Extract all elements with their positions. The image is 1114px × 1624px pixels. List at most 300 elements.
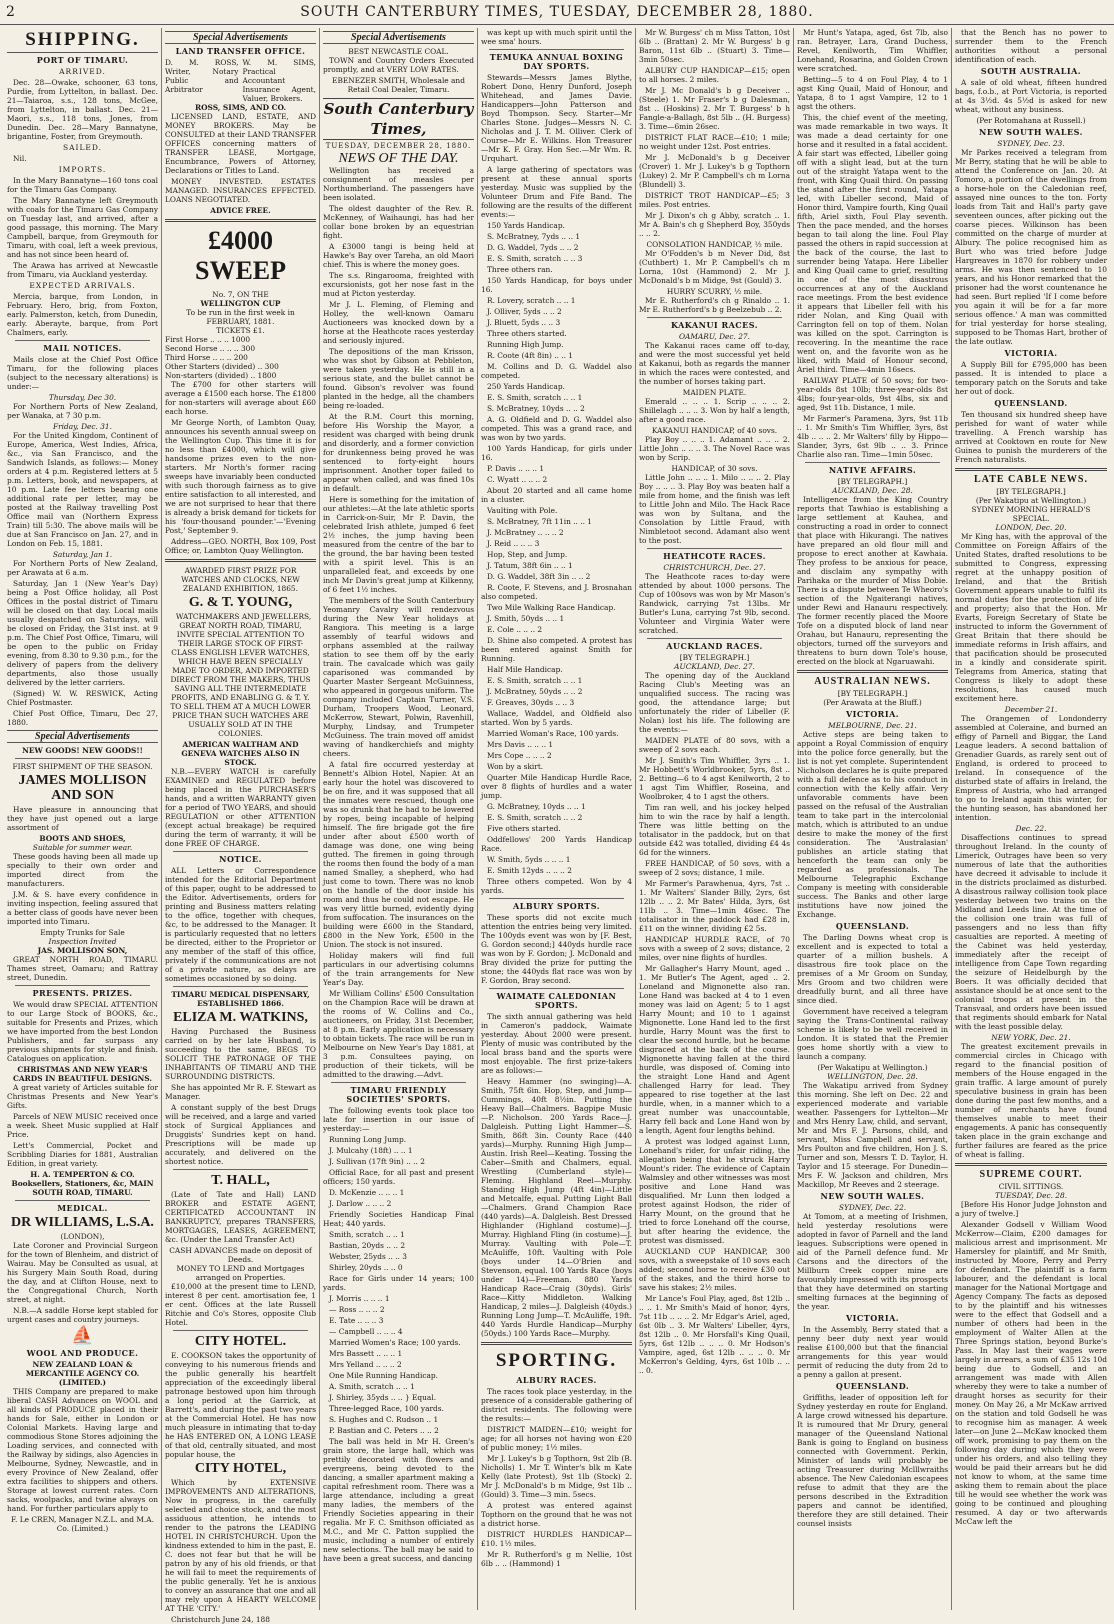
divider — [173, 1169, 308, 1170]
auckland-cup: AUCKLAND CUP HANDICAP, 300 sovs, with a sweepstake of 10 sovs each added; second horse to receive £30 out of the stakes, and the third horse to save his stakes; 2½ miles. — [639, 1247, 790, 1292]
temuka-result-line: Three others ran. — [487, 265, 553, 274]
cable-dateline: LONDON, Dec. 20. — [995, 523, 1067, 532]
page-number: 2 — [6, 4, 16, 20]
temuka-result-line: E. S. Smith, scratch .. .. 3 — [487, 254, 583, 263]
protest: A protest was lodged against Lunn, Lonehand's rider, for unfair riding, the allegation being that he struck Harry Mount's rider. The evidence of Captain Walmsley and other witnesses was most positive and Lone Hand was disqualified. Mr Lunn then lodged a protest against Hodson, the rider of Harry Mount, on the ground that he tried to force Lonehand off the course, but after hearing the evidence, the protest was dismissed. — [639, 1137, 790, 1245]
civil-heading: CIVIL SITTINGS. — [998, 1182, 1064, 1191]
wellington-text: The Wakatipu arrived from Sydney this morning. She left on Dec. 22 and experienced moderate and variable weather. Passengers for Lyttelton—Mr and Mrs Henry Law, child, and servant, Mr and Mrs F. J. Parsons, child, and servant, Miss Campbell and servant, Mrs Poulton and five children, Hon J. S. Turner and son, Messrs T. D. Taylor, H. Taylor and 15 steerage. For Dunedin—Mrs F. W. Jackson and children, Mrs Mackillop, Mr Reeves and 2 steerage. — [797, 1081, 948, 1189]
mollison-sig: JAS. MOLLISON SON, — [37, 946, 128, 955]
divider — [489, 49, 624, 50]
sweep-text2: Mr George North, of Lambton Quay, announces his seventh annual sweep on the Wellington Cup. This time it is for no less than £4000, which will give handsome prizes even to the non-starters. Mr North's former racing sweeps have invariably been conducted with such thorough fairness as to give entire satisfaction to all interested, and we are not surprised to hear that there is already a brisk demand for tickets for his 'four-thousand pounder.'—'Evening Post,' September 9. — [165, 418, 316, 535]
divider — [15, 340, 150, 341]
temuka-result-line: A. G. Oldfield and D. G. Waddel also competed. This was a grand race, and was won by two yards. — [481, 415, 632, 442]
arawata-notice: The Arawa has arrived at Newcastle from Timaru, via Auckland yesterday. — [7, 261, 158, 279]
friendly-result-line: — Campbell .. .. .. 4 — [329, 1327, 403, 1336]
friendly-result-line: J. Darlow .. .. .. 2 — [329, 1199, 392, 1208]
sa-via: (Per Rotomahana at Russell.) — [976, 116, 1086, 125]
sweep-tickets: TICKETS £1. — [216, 326, 265, 335]
port-heading: PORT OF TIMARU. — [36, 55, 129, 65]
native-dateline: AUCKLAND, Dec. 28. — [832, 486, 913, 495]
temuka-result-line: Married Woman's Race, 100 yards. — [487, 729, 619, 738]
handicap30: HANDICAP, of 30 sovs. — [671, 464, 758, 473]
divider — [797, 670, 948, 673]
results-cont: Mr W. Burgess' ch m Miss Tatton, 10st 6lb .. (Brattan) 2. Mr W. Burgess' b g Baron, 11st 6lb .. (Stuart) 3. Time—3min 50sec. — [639, 28, 790, 64]
native-text: Intelligence from the King Country reports that Tawhiao is establishing a large settlement at Kauhea, and constructing a road in order to connect that place with Hikurangi. The natives have prepared an old flour mill and propose to erect another at Kawhaia. They profess to be anxious for peace, and disclaim any sympathy with Parihaka or the murder of Miss Dobie. There is a dispute between Te Wheoro's section of the Ngaiterangi natives, under Rewi and Hanauru respectively. The former recently placed the Moore Tofe on a disputed block of land near Orahau, but Hanauru, representing the objectors, turned off the surveyors and threatens to burn down Tole's house, erected on the block at Ngaruawahi. — [797, 495, 948, 666]
district-hurdle: DISTRICT HURDLES HANDICAP—£10. 1½ miles. — [481, 1530, 632, 1548]
boots-sub: Suitable for summer wear. — [32, 843, 133, 852]
first-shipment: FIRST SHIPMENT OF THE SEASON. — [12, 762, 153, 771]
albury-text: These sports did not excite much attention the entries being very limited. The 100yds event was won by [F. Best, G. Gordon second;] 440yds hurdle race was won by F. Gordon; J. McDonald and Bray divided the prize for putting the stone; the 440yds flat race was won by F. Gordon, Bray second. — [481, 913, 632, 985]
divider — [165, 219, 316, 222]
news-paragraph: A fatal fire occurred yesterday at Bennett's Albion Hotel, Napier. At an early hour the hotel was discovered to be on fire, and it was supposed that all the inmates were rescued, though one was so drunk that he had to be lowered by ropes, being incapable of helping himself. The fire brigade got the fire under after about £500 worth of damage was done, one wing being gutted. The firemen in going through the rooms then found the body of a man named Smalley, a shepherd, who had just come to town. There was no knob on the handle of the door inside his room and thus he could not escape. He was very little burned, evidently dying from suffocation. The insurances on the building were £600 in the Standard, £800 in the New York, £500 in the Union. The stock is not insured. — [323, 760, 474, 949]
newcastle-sig: EBENEZER SMITH, Wholesale and Retail Coal Dealer, Timaru. — [332, 76, 465, 94]
heathcote-heading: HEATHCOTE RACES. — [663, 551, 766, 561]
temuka-result-line: D. Shine also competed. A protest has been entered against Smith for Running. — [481, 636, 632, 663]
friendly-result-line: Running Long Jump. — [329, 1135, 407, 1144]
temuka-result-line: 150 Yards Handicap. — [487, 221, 565, 230]
friendly-result-line: Friendly Societies Handicap Final Heat; 440 yards. — [323, 1210, 474, 1228]
cable-dateline-2: December 21. — [1004, 705, 1058, 714]
temuka-result-line: Hop, Step, and Jump. — [487, 550, 568, 559]
nzloan-sig: F. Le CREN, Manager N.Z.L. and M.A. Co. (Limited.) — [11, 1515, 154, 1533]
christmas-cards: CHRISTMAS AND NEW YEAR'S CARDS IN BEAUTIFUL DESIGNS. — [13, 1065, 152, 1083]
williams-title: DR WILLIAMS, L.S.A. — [11, 1215, 154, 1230]
friendly-heading: TIMARU FRIENDLY SOCIETIES' SPORTS. — [346, 1085, 451, 1104]
sweep-address: Address—GEO. NORTH, Box 109, Post Office; or, Lambton Quay Wellington. — [165, 537, 316, 555]
young-sub: WATCHMAKERS AND JEWELLERS, GREAT NORTH ROAD, TIMARU, INVITE SPECIAL ATTENTION TO THEIR LARGE STOCK OF FIRST-CLASS ENGLISH LEVER WATCHES, WHICH HAVE BEEN SPECIALLY MADE TO ORDER, AND IMPORTED DIRECT FROM THE MAKERS, THUS SAVING ALL THE INTERMEDIATE PROFITS, AND ENABLING G. & T. Y. TO SELL THEM AT A MUCH LOWER PRICE THAN SUCH WATCHES ARE USUALLY SOLD AT IN THE COLONIES. — [170, 612, 312, 738]
american: AMERICAN WALTHAM AND GENEVA WATCHES ALSO IN STOCK. — [181, 740, 300, 767]
news-heading: NEWS OF THE DAY. — [338, 151, 459, 166]
shipping-heading: SHIPPING. — [7, 28, 158, 53]
column-5 — [636, 28, 794, 1610]
friendly-close: The ball was held in Mr H. Green's grain store, the large hall, which was prettily decorated with flowers and evergreens, being devoted to the dancing, a smaller apartment making a capital refreshment room. There was a large attendance, including a great many ladies, the members of the Friendly Societies appearing in their regalia. Mr F. C. Smithson officiated as M.C., and Mr C. Patton supplied the music, including a number of entirely new selections. The ball may be said to have been a great success, and dancing — [323, 1437, 474, 1563]
special-ads-heading: Special Advertisements — [323, 31, 474, 44]
ross-money: MONEY INVESTED. ESTATES MANAGED. INSURANCES EFFECTED. LOANS NEGOTIATED. — [165, 177, 316, 204]
cookson-date: Christchurch June 24, 188 — [171, 1615, 270, 1624]
cable-heading: LATE CABLE NEWS. — [974, 474, 1088, 485]
temuka-result-line: Three others competed. Won by 4 yards. — [481, 877, 632, 895]
kakanui-text: The Kakanui races came off to-day, and were the most successful yet held at Kakanui, both as regards the manner in which the races were contested, and the number of horses taking part. — [639, 341, 790, 386]
news-paragraph: Mr William Collins' £500 Consultation on the Champion Race will be drawn at the rooms of W. Collins and Co., auctioneers, on Friday, 31st December, at 8 p.m. Early application is necessary to obtain tickets. The race will be run in Melbourne on New Year's Day 1881, at 3 p.m. Consultees paying, on production of their tickets, will be admitted to the drawing.—Advt. — [323, 989, 474, 1079]
newcastle-text: TOWN and Country Orders Executed promptly, and at VERY LOW RATES. — [323, 56, 474, 74]
news-paragraphs — [323, 166, 474, 1079]
cable-via: (Per Wakatipu at Wellington.) — [975, 496, 1087, 505]
masthead-title: SOUTH CANTERBURY TIMES, TUESDAY, DECEMBER 28, 1880. — [300, 4, 814, 20]
divider — [173, 851, 308, 852]
temuka-result-line: E. S. Smith, scratch .. .. 2 — [487, 813, 583, 822]
special-ads-heading: Special Advertisements — [165, 31, 316, 44]
queensland2-text: Griffiths, leader of opposition left for Sydney yesterday en route for England. A large crowd witnessed his departure. It is rumoured that Mr Drury, general manager of the Queensland National Bank is going to England on business connected with Government. Perkin, Minister of lands will probably be acting Treasurer during Mclllwraiths absence. The New Caledonian escapees refuse to admit that they are the persons described in the Extradition papers and cannot be identified, therefore they are still detained. Their counsel insists — [797, 1393, 948, 1528]
friendly-result-line: D. McKenzie .. .. .. 1 — [329, 1188, 405, 1197]
imports-heading: IMPORTS. — [58, 165, 107, 174]
cup-cont: Mr Hunt's Yatapa, aged, 6st 7lb, also ran. Betrayer, Lara, Grand Duchess, Revel, Kenilworth, Tim Whiffler, Lonehand, Rosarina, and Golden Crown were scratched. — [797, 28, 948, 73]
auckland-text: The opening day of the Auckland Racing Club's Meeting was an unqualified success. The racing was good, the attendance large; but unfortunately the rider of Libeller (F. Nolan) lost his life. The following are the events:— — [639, 671, 790, 734]
temuka-result-line: Wallace, Waddel, and Oldfield also started. Won by 5 yards. — [481, 709, 632, 727]
sailed-heading: SAILED. — [62, 143, 103, 152]
temuka-result-line: J. Smith, 50yds .. .. 1 — [487, 614, 565, 623]
qld-heading: QUEENSLAND. — [994, 398, 1068, 408]
music: Parcels of NEW MUSIC received once a week. Sheet Music supplied at Half Price. — [7, 1112, 158, 1139]
temuka-result-line: C. Wyatt .. .. .. 2 — [487, 475, 548, 484]
qld-text: Ten thousand six hundred sheep have perished for want of water while travelling. A French warship has arrived at Cooktown en route for New Guinea to punish the murderers of the French naturalists. — [955, 410, 1107, 464]
divider — [173, 1330, 308, 1331]
cable-source: SYDNEY MORNING HERALD'S SPECIAL. — [971, 505, 1091, 523]
heathcote-text: The Heathcote races to-day were attended by about 1000 persons. The Cup of 100sovs was won by Mr Mason's Randwick, carrying 7st 13lbs. Mr Butler's Luna, carrying 7st 9lb, second. Volunteer and Virginia Water were scratched. — [639, 572, 790, 635]
invited: Inspection Invited — [48, 937, 117, 946]
albury-races-text: The races took place yesterday, in the presence of a considerable gathering of district residents. The following were the results:— — [481, 1387, 632, 1423]
temuka-result-line: J. McBratney, 50yds .. .. 2 — [487, 687, 583, 696]
railway: RAILWAY PLATE of 50 sovs; for two-year-olds 8st 10lb; three-year-olds 8st 4lbs; four-year-olds, 9st 4lbs, six and aged, 9st 11b. Distance, 1 mile. — [797, 376, 948, 412]
sweep-other: Other Starters (divided) .. 300 — [165, 362, 279, 371]
divider — [165, 559, 316, 562]
district-flat-text: Mr J. McDonald's b g Deceiver (Crover) 1. Mr J. Lukey's b g Topthorn (Lukey) 2. Mr P. Campbell's ch m Lorna (Blundell) 3. — [639, 153, 790, 189]
sporting-heading: SPORTING. — [495, 1350, 618, 1371]
handicap30-text: Little John .. .. .. 1. Milo .. .. .. 2. Play Boy .. .. .. 3. Play Boy was beaten half a mile from home, and the finish was left to Little John and Milo. The Hack Race was won by Sultana, and the Consolation by Little Fraud, with Nimbletoot second. Adamant also went to the post. — [639, 473, 790, 545]
sweep-third: Third Horse .. .. .. 200 — [165, 353, 248, 362]
nsw-text: Mr Parkes received a telegram from Mr Berry, stating that he will be able to attend the Conference on Jan. 20. At Tomoro, a portion of the dwellings from a horse-hole on the Caledonian reef, assayed nine ounces to the ton. Forty loads from Tait and Hall's party gave seventeen ounces, after picking out the coarse pieces. Wilkinson has been committed on the charge of murder at Albury. The police recognised him as Burt who was tried before Judge Hargreaves in 1870 for robbery under arms. He was then sentenced to 10 years, and his Honor remarked that the prisoner had the worst countenance he had seen. Burt replied 'If I come before you again it will be for a far more serious offence.' A man was committed for trial yesterday for horse stealing, supposed to be Thomas Hart, brother of the late outlaw. — [955, 148, 1107, 346]
temuka-result-line: F. Greaves, 30yds .. .. 3 — [487, 698, 575, 707]
sa-heading: SOUTH AUSTRALIA. — [980, 66, 1082, 76]
friendly-results — [323, 1135, 474, 1435]
friendly-result-line: — Ross .. .. .. 2 — [329, 1305, 385, 1314]
queensland-text: The Darling Downs wheat crop is excellent and is expected to total a quarter of a million bushels. A disastrous fire took place on the premises of a Mr Groom on Sunday, Mrs Groom and two children were dreadfully burnt, and all three have since died. — [797, 933, 948, 1005]
friendly-result-line: One Mile Running Handicap. — [329, 1371, 438, 1380]
sweep-no: No. 7, ON THE — [212, 290, 269, 299]
ross-text: LICENSED LAND, ESTATE, AND MONEY BROKERS. May be CONSULTED at their LAND TRANSFER OFFICES concerning matters of TRANSFER LEASE, Mortgage, Encumbrance, Powers of Attorney, Declarations or Titles to Land. — [165, 112, 316, 175]
column-1 — [4, 28, 162, 1610]
expected-list: Mercia, barque, from London, in February. Hero, brig, from Foxton, early. Palmerston, ketch, from Dunedin, early. Aberayte, barque, from Port Chalmers, early. — [7, 292, 158, 337]
mollison-title: JAMES MOLLISON AND SON — [18, 773, 147, 803]
city-hotel-title: CITY HOTEL. — [194, 1334, 287, 1349]
nsw-dateline: SYDNEY, Dec. 23. — [997, 139, 1065, 148]
sweep-non: Non-starters (divided) .. 1800 — [165, 371, 277, 380]
temuka-result-line: Quarter Mile Handicap Hurdle Race, over 8 flights of hurdles and a water jump. — [481, 773, 632, 800]
friendly-result-line: Married Women's Race; 100 yards. — [329, 1338, 461, 1347]
presents-heading: PRESENTS. PRIZES. — [32, 988, 133, 998]
temuka-result-line: E. S. Smith, scratch .. .. 1 — [487, 393, 583, 402]
temuka-result-line: E. Cole .. .. .. 2 — [487, 625, 543, 634]
nameplate: South Canterbury Times, — [323, 100, 474, 138]
divider — [15, 1200, 150, 1201]
supreme-heading: SUPREME COURT. — [979, 1169, 1083, 1180]
mail-signed: (Signed) W. W. RESWICK, Acting Chief Postmaster. — [7, 689, 158, 707]
boots-text2: J.M. & S. have every confidence in inviting inspection, feeling assured that a better class of goods have never been imported into Timaru. — [7, 890, 158, 926]
notice-heading: NOTICE. — [219, 854, 262, 864]
temuka-result-line: Won by a skirt. — [487, 762, 544, 771]
divider — [489, 988, 624, 989]
column-3 — [320, 28, 478, 1610]
friendly-result-line: J. Shirley, 35yds .. .. } Equal. — [329, 1393, 437, 1402]
temuka-heading: TEMUKA ANNUAL BOXING DAY SPORTS. — [489, 52, 624, 71]
watkins-text: Having Purchased the Business carried on by her late Husband, is succeeding to the same, BEGS TO SOLICIT THE PATRONAGE OF THE INHABITANTS OF TIMARU AND THE SURROUNDING DISTRICTS. — [165, 1027, 316, 1081]
betting: Betting—5 to 4 on Foul Play, 4 to 1 agst King Quail, Maid of Honour, and Yatapa, 8 to 1 agst Vampire, 12 to 1 agst the others. — [797, 75, 948, 111]
sailed-list: Nil. — [13, 154, 27, 163]
friendly-result-line: Mrs Yelland .. .. .. 2 — [329, 1360, 402, 1369]
temuka-result-line: J. Tatum, 38ft 6in .. .. 1 — [487, 561, 573, 570]
civil-before: [Before His Honor Judge Johnston and a jury of twelve.] — [955, 1200, 1107, 1218]
column-2 — [162, 28, 320, 1624]
shipping-notice: The Mary Bannatyne left Greymouth with coals for the Timaru Gas Company on Tuesday last, and arrived, after a good passage, this morning. The Mary Campbell, barque, from Greymouth for Timaru, with coal, left a week previous, and has not since been heard of. — [7, 196, 158, 259]
temuka-result-line: D. G. Waddel, 7yds .. .. 2 — [487, 243, 579, 252]
temuka-result-line: Running High Jump. — [487, 340, 564, 349]
victoria2-text: In the Assembly, Berry stated that a penny beer duty next year would realise £100,000 but that the financial arrangements for this year would permit of reducing the duty from 2d to a penny a gallon at present. — [797, 1325, 948, 1379]
nsw-heading: NEW SOUTH WALES. — [820, 1191, 925, 1201]
victoria-text: Active steps are being taken to appoint a Royal Commission of enquiry into the police force generally, but the list is not yet complete. Superintendent Nicholson declares he is quite prepared with a full defence as to his conduct in connection with the Kelly affair. Very unfavorable comments have been passed on the refusal of the Australian team to take part in the intercolonial match, which is attributed to an undue desire to make the money of the first consideration. The 'Australasian' publishes an article stating that henceforth the team can only be regarded as professionals. The Melbourne Telegraphic Exchange Company is meeting with considerable success. The Banks and other large institutions have now joined the Exchange. — [797, 730, 948, 919]
friendly-result-line: Webster, 25yds .. .. 3 — [329, 1252, 407, 1261]
news-paragraph: At the R.M. Court this morning, before His Worship the Mayor, a resident was charged with being drunk and disorderly, and a former conviction for drunkenness being proved he was sentenced to forty-eight hours imprisonment. Another toper failed to appear when called, and was fined 10s in default. — [323, 412, 474, 493]
temuka-result-line: G. McBratney, 10yds .. .. 1 — [487, 802, 586, 811]
mail-thursday: Thursday, Dec 30. — [48, 393, 117, 402]
cookson-text: E. COOKSON takes the opportunity of conveying to his numerous friends and the public generally his heartfelt appreciation of the exceedingly liberal patronage bestowed upon him through a long period at the Garrick, at Barrett's, and during the past two years at the Commercial Hotel. He has now much pleasure in intimating that to-day he HAS ENTERED ON, A LONG LEASE of that old, centrally situated, and most popular house, the — [165, 1351, 316, 1459]
cable-text: Mr King has, with the approval of the Committee on Foreign Affairs of the United States, drafted resolutions to be submitted to Congress, expressing regret at the unhappy position of Ireland, and that the British Government appears unable to fulfil its normal duties for the protection of life and property; also that the Hon. Mr Evarts, Foreign Secretary of State be instructed to inform the Government of Great Britain that there should be immediate reforms in Irish affairs, and that pacification should be prosecuted in a kindly and considerate spirit. Telegrams from America, stating that Congress is likely to adopt these resolutions, has caused much excitement here. — [955, 532, 1107, 703]
cable-text-2: The Orangemen of Londonderry assembled at Coleraine, and burned an effigy of Parnell and Biggar, the Land League leaders. A second battalion of Grenadier Guards, as rarely sent out of England, is ordered to proceed to Ireland. In consequence of the disturbed state of affairs in Ireland, the Empress of Austria, who had arranged to go to Ireland again this winter, for the hunting season, has abandoned her intention. — [955, 714, 1107, 822]
temuka-result-line: Three others started. — [487, 329, 567, 338]
waimate-text: The sixth annual gathering was held in Cameron's paddock, Waimate yesterday. About 2000 were present. Plenty of music was contributed by the local brass band and the sports were most enjoyable. The first prize-takers are as follows:— — [481, 1012, 632, 1075]
friendly-result-line: J. Sullivan (17ft 9in) .. .. 2 — [329, 1157, 425, 1166]
auckland-maiden-text: Mr J. Smith's Tim Whiffler, 3yrs .. 1. Mr Hobbett's Worldbrooker, 5yrs, 8st .. 2. Betting—6 to 4 agst Kenilworth, 2 to 1 agst Tim Whiffler, Roseina, and Woolbroker, 4 to 1 agst the others. — [639, 756, 790, 801]
friendly-result-line: Mrs Bassett .. .. .. 1 — [329, 1349, 403, 1358]
waimate-results: Heavy Hammer (no swinging)—A. Smith, 75ft 6in. Hop, Step, and Jump—Cummings, 40ft 8½in. Putting the Heavy Ball—Chalmers. Bagpipe Music—P. Nicholson. 200 Yards Race—J. Dalgleish. Putting Light Hammer—S. Smith, 86ft 3in. County Race (440 yards)—Murphy. Running High Jump—Austin. Irish Reel—Keating. Tossing the Caber—Smith and Chalmers, equal. Wrestling (Cumberland style)—Fleming. Highland Reel—Murphy. Standing High Jump (4ft 4in)—Little and Metcalfe, equal. Putting Light Ball—Chalmers. Grand Champion Race (440 yards)—A. Dalgleish. Best Dressed Highlander (Highland costume)—J. Murray. Highland Fling (in costume)—J. Murray. Vaulting with Pole—T. McAuliffe, 10ft. Vaulting with Pole (boys under 14—O'Brien and Stevenson, equal. 100 Yards Race (boys under 14)—Freeman. 880 Yards Handicap Race—Craig (30yds). Girls' Race—Kitty Middleton. Walking Handicap, 2 miles—J. Dalgleish (40yds.) Running Long Jump—T. McAuliffe, 19ft. 440 Yards Hurdle Handicap—Murphy (50yds.) 100 Yards Race—Murphy. — [481, 1077, 632, 1338]
temuka-result-line: J. Bluett, 5yds .. .. 3 — [487, 318, 561, 327]
native-heading: NATIVE AFFAIRS. — [828, 465, 917, 475]
ross-names — [165, 58, 316, 103]
watkins-title: ELIZA M. WATKINS, — [173, 1010, 308, 1025]
mail-heading: MAIL NOTICES. — [43, 343, 122, 353]
heathcote-dateline: CHRISTCHURCH, Dec. 27. — [663, 563, 766, 572]
godsell-case: Alexander Godsell v William Wood McKerrow—Claim, £200 damages for malicious arrest and imprisonment. Mr Hamersley for plaintiff, and Mr Smith, instructed by Moore, Perry and Perry for defendant. The plaintiff is a farm labourer, and the defendant is local manager for the National Mortgage and Agency Company. The facts as deposed to by the plaintiff and his witnesses were to the effect that Godsell and a number of others had been in the employment of Walter Allen at the Three Springs station, beyond Burke's Pass. In May last their wages were largely in arrears, a sum of £35 12s 10d being due to Godsell, and an arrangement was made with Allen whereby they were to take a number of draught horses as security for their money. On May 26, a Mr McKaw arrived on the station and told Godsell he was to recognise him as manager. A week later—on June 2—McKaw knocked them off work, promising to pay them on the following day during which they were under his orders, and also telling they would be paid their arrears but he did not know to whom, at the same time asking them to remain about the place till he would see whether the work was going to be continued and ploughing resumed. A day or two afterwards McCaw left the — [955, 1220, 1107, 1526]
young-title: G. & T. YOUNG, — [188, 595, 293, 610]
divider — [481, 1342, 632, 1345]
cable-dateline-3: Dec. 22. — [1015, 824, 1047, 833]
arrived-heading: ARRIVED. — [59, 67, 106, 76]
column-4 — [478, 28, 636, 1610]
auckland-cup-text: Mr Lance's Foul Play, aged, 8st 12lb .. .. .. 1. Mr Smith's Maid of honor, 4yrs, 7st 11b .. .. .. 2. Mr Edgar's Ariel, aged, 6st 0lb .. 3. Mr Walters' Libeller, 4yrs, 8st 12lb .. 0. Mr Horsfall's King Quail, 5yrs, 6st 12lb .. .. .. 0. Mr Hodson's Vampire, aged, 6st 12lb .. .. .. 0. Mr McKerron's Gelding, 4yrs, 6st 10lb .. .. .. 0. — [639, 1294, 790, 1375]
imports-list: In the Mary Bannatyne—160 tons coal for the Timaru Gas Company. — [7, 176, 158, 194]
masthead — [0, 0, 1114, 25]
auckland-dateline: AUCKLAND, Dec. 27. — [674, 662, 755, 671]
articles: A great variety of Articles suitable for Christmas Presents and New Year's Gifts. — [7, 1083, 158, 1110]
temuka-result-line: About 20 started and all came home in a cluster. — [481, 486, 632, 504]
temuka-result-line: 150 Yards Handicap, for boys under 16. — [481, 276, 632, 294]
kakanui-handicap: KAKANUI HANDICAP, of 40 sovs. — [651, 426, 778, 435]
consolation-text: Mr O'Fodden's b m Never Did, 8st (Cuthbert) 1. Mr P. Campbell's ch m Lorna, 10st (Hammond) 2. Mr J. McDonald's b m Midge, 9st (Gould) 3. — [639, 249, 790, 285]
mollison-text: Have pleasure in announcing that they have just opened out a large assortment of — [7, 805, 158, 832]
australian-by: [BY TELEGRAPH.] — [837, 689, 908, 698]
sweep-text: The £700 for other starters will average a £1500 each horse. The £1800 for non-starters will average about £60 each horse. — [165, 380, 316, 416]
queensland2-heading: QUEENSLAND. — [835, 1381, 910, 1391]
hall-text2: £10,000 at the present time to LEND, interest 8 per cent. amortisation fee, 1 er cent. Offices at the late Russell Ritchie and Co's Stores, opposite Club Hotel. — [165, 1282, 316, 1327]
land-transfer-heading: LAND TRANSFER OFFICE. — [175, 46, 306, 56]
ball-cont: was kept up with much spirit until the wee sma' hours. — [481, 28, 632, 46]
nsw-text: At Tomom, at a meeting of Irishmen, held yesterday resolutions were adopted in favor of Parnell and the land leagues. Subscriptions were opened in aid of the Parnell defence fund. Mr Carsons and the directors of the Millburn Creek copper mine are favourably impressed with its prospects that they have determined on starting smelting furnaces at the beginning of the year. — [797, 1212, 948, 1311]
temuka-result-line: 250 Yards Handicap. — [487, 382, 565, 391]
cookson-text2: Which by EXTENSIVE IMPROVEMENTS AND ALTERATIONS, Now in progress, in the carefully selected and choice stock, and the most assiduous attention, he intends to render to the patrons the LEADING HOTEL IN CHRISTCHURCH. Upon the kindness extended to him in the past, E. C. does not fear but that he will be patron by any of his old friends, or that he will fail to meet the requirements of the public generally. Yet he is anxious to convey an assurance that one and all may rely upon A HEARTY WELCOME AT THE 'CITY.' — [165, 1478, 316, 1613]
by-telegraph: [BY TELEGRAPH.] — [679, 653, 750, 662]
queensland-text2: Government have received a telegram saying the Trans-Continental railway scheme is likely to be well received in London. It is stated that the Premier goes home shortly with a view to launch a company. — [797, 1007, 948, 1061]
hall-text: (Late of Tate and Hall) LAND BROKER and ESTATE AGENT, CERTIFICATED ACCOUNTANT IN BANKRUPTCY, prepares TRANSFERS, MORTGAGES, LEASES, AGREEMENT, &c. (Under the Land Transfer Act) — [165, 1190, 316, 1244]
hurdle: HANDICAP HURDLE RACE, of 70 sovs with a sweep of 2 sovs; distance, 2 miles, over nine flights of hurdles. — [639, 935, 790, 962]
friendly-result-line: Official Race, for all past and present officers; 150 yards. — [323, 1168, 474, 1186]
dispensary: TIMARU MEDICAL DISPENSARY, ESTABLISHED 1866. — [171, 990, 310, 1008]
temuka-result-line: M. Collins and D. G. Waddel also competed. — [481, 362, 632, 380]
temuka-result-line: Mrs Cope .. .. .. 2 — [487, 751, 552, 760]
temuka-result-line: P. Davis .. .. .. 1 — [487, 464, 545, 473]
friendly-result-line: Bastian, 20yds .. .. 2 — [329, 1241, 406, 1250]
temuka-result-line: S. McBratney, 10yds .. .. 2 — [487, 404, 585, 413]
divider — [955, 468, 1107, 471]
mail-intro: Mails close at the Chief Post Office Timaru, for the following places (subject to the necessary alterations) is under:— — [7, 355, 158, 391]
trot-text: Mr J. Dixon's ch g Abby, scratch .. 1. Mr A. Bain's ch g Shepherd Boy, 350yds .. .. 2. — [639, 211, 790, 238]
cable-dateline-4: NEW YORK, Dec. 21. — [991, 1033, 1071, 1042]
temuka-result-line: J. Reid .. .. .. 3 — [487, 539, 540, 548]
divider — [647, 638, 782, 639]
friendly-result-line: Shirley, 20yds .. .. 0 — [329, 1263, 403, 1272]
friendly-result-line: E. Tate .. .. .. 3 — [329, 1316, 384, 1325]
friendly-result-line: Race for Girls under 14 years; 100 yards. — [323, 1274, 474, 1292]
williams-text: Late Coroner and Provincial Surgeon for the town of Blenheim, and district of Wairau. May be Consulted as usual, at his Surgery Main South Road, during the day, and at Clifton House, next to the Congregational Church, North street, at night. — [7, 1241, 158, 1304]
watkins-text3: A constant supply of the best Drugs will be received, and a large and varied stock of Surgical Appliances and Druggists' Sundries kept on hand. Prescriptions will be made up accurately, and delivered on the shortest notice. — [165, 1103, 316, 1166]
railway-text: Mr Farmer's Paramena, 3yrs, 9st 11b .. 1. Mr Smith's Tim Whiffler, 3yrs, 8st 4lb .. .. .. 2. Mr Walters' filly by Hippo—Slander, 3yrs, 6st 9lb .. .. 3. Prince Charlie also ran. Time—1min 50sec. — [797, 414, 948, 459]
cable-text-3: Disaffections continues to spread throughout Ireland. In the county of Limerick, Outrages have been so very numerous of late that the authorities have decreed it advisable to include it in the districts proclaimed as disturbed. A disastrous railway collision took place yesterday between two trains on the Midland and Leeds line. At the time of the collision one train was full of passengers and no less than fifty casualties are reported. A meeting of the Cabinet was held yesterday, immediately after the receipt of intelligence from Cape Town regarding the seizure of Heidelburgh by the Boers. It was officially decided that assistance should be at once sent to the colonial troops at present in the Transvaal, and orders have been issued that regiments should embark for Natal with the least possible delay. — [955, 833, 1107, 1031]
ship-icon: ⛵ — [71, 1325, 94, 1346]
temuka-result-line: Vaulting with Pole. — [487, 506, 558, 515]
hall-title: T. HALL, — [211, 1173, 270, 1188]
maiden-race: DISTRICT MAIDEN—£10; weight for age; for all horses not having won £20 of public money; 1½ miles. — [481, 1425, 632, 1452]
temuka-result-line: J. Olliver, 5yds .. .. 2 — [487, 307, 562, 316]
albury-races-heading: ALBURY RACES. — [516, 1375, 597, 1385]
news-paragraph: The members of the South Canterbury Yeomanry Cavalry will rendezvous during the New Year holidays at Rangiora. This meeting is a large assembly of tearful widows and orphans assembled at the railway station to see them off by the early train. The cavalcade which was gaily caparisoned was commanded by Quarter Master Sergeant McGuinness, who appeared in gorgeous uniform. The company included Captain Turner, V.S. Durham, Troopers Wood, Leonard, McKerrow, Stewart, Polwin, Ravenhill, Murphy, Lindsay, and Trumpeter McGuiness. The train moved off amidst waving of handkerchiefs and mighty cheers. — [323, 596, 474, 758]
temuka-result-line: Five others started. — [487, 824, 561, 833]
sweep-second: Second Horse .. .. .. 300 — [165, 344, 256, 353]
australian-via: (Per Arawata at the Bluff.) — [823, 698, 922, 707]
auckland-heading: AUCKLAND RACES. — [666, 641, 763, 651]
temuka-result-line: W. Smith, 5yds .. .. .. 1 — [487, 855, 571, 864]
cable-by: [BY TELEGRAPH.] — [996, 487, 1066, 496]
friendly-result-line: J. Morris .. .. .. 1 — [329, 1294, 390, 1303]
news-paragraph: A £3000 tangi is being held at Hawke's Bay over Tareha, an old Maori chief. This is where the money goes. — [323, 242, 474, 269]
column-7 — [952, 28, 1110, 1610]
albury-cup: ALBURY CUP HANDICAP—£15; open to all horses. 2 miles. — [639, 66, 790, 84]
district-hurdle-text: Mr R. Rutherford's g m Nellie, 10st 6lb .. .. (Hammond) 1 — [481, 1550, 632, 1568]
divider — [15, 985, 150, 986]
williams-london: (LONDON), — [60, 1232, 105, 1241]
wellington-via: (Per Wakatipu at Wellington.) — [817, 1063, 928, 1072]
victoria-dateline: MELBOURNE, Dec. 21. — [828, 721, 917, 730]
presents-text: We would draw SPECIAL ATTENTION to our Large Stock of BOOKS, &c., suitable for Presents and Prizes, which we have imported from the best London Publishers, and far surpass any previous shipments for style and finish. Catalogues on application. — [7, 1000, 158, 1063]
trot: DISTRICT TROT HANDICAP—£5; 3 miles. Post entries. — [639, 191, 790, 209]
news-paragraph: Here is something for the imitation of our athletes:—At the late athletic sports in Carrick-on-Suir, Mr P. Davin, the celebrated Irish athlete, jumped 6 feet 2½ inches, the jump having been measured from the centre of the bar to the ground, the bar having been tested with a spirit level. This is an unparalleled feat, and exceeds by one inch Mr Davin's great jump at Kilkenny, of 6 feet 1½ inches. — [323, 495, 474, 594]
city-hotel-title-2: CITY HOTEL, — [194, 1461, 287, 1476]
arrived-list: Dec. 28—Owake, schooner, 63 tons, Purdie, from Lyttelton, in ballast. Dec. 21—Taiaroa, s.s., 128 tons, McGee, from Lyttelton, in ballast. Dec. 21—Maori, s.s., 118 tons, Jones, from Dunedin. Dec. 28—Mary Bannatyne, brigantine, Foster, from Greymouth. — [7, 78, 158, 141]
nzloan-text: THIS Company are prepared to make liberal CASH Advances on WOOL and all kinds of PRODUCE placed in their hands for Sale, either in London or Colonial Markets. Having large and commodious Stone Stores adjoining the Loading services, and connected with the Railway by sidings, also Agencies in Melbourne, Sydney, Newcastle, and in every Province of New Zealand, offer extra facilities to shippers and others. Storage at lowest current rates. Corn sacks, woolpacks, and twine always on hand. For further particulars apply to — [7, 1387, 158, 1513]
special-ads-heading: Special Advertisements — [7, 730, 158, 743]
temuka-text: A large gathering of spectators was present at these annual sports yesterday. Music was supplied by the Volunteer Drum and Fife Band. The following are the results of the different events:— — [481, 165, 632, 219]
young-nb: N.B.—EVERY WATCH is carefully EXAMINED and REGULATED before being placed in the PURCHASER'S hands, and a written WARRANTY given for a period of TWO YEARS, and should REGULATION or other ATTENTION (except actual breakage) be required during the term of warranty, it will be done FREE OF CHARGE. — [165, 767, 316, 848]
native-by: [BY TELEGRAPH.] — [837, 477, 908, 486]
nsw-dateline: SYDNEY, Dec. 22. — [838, 1203, 907, 1212]
temuka-result-line: D. G. Waddel, 38ft 3in .. .. 2 — [487, 572, 591, 581]
friendly-result-line: Smith, scratch .. .. 1 — [329, 1230, 405, 1239]
kakanui-dateline: OAMARU, Dec. 27. — [678, 332, 750, 341]
williams-nb: N.B.—A saddle Horse kept stabled for urgent cases and country journeys. — [7, 1306, 158, 1324]
race-desc: This, the chief event of the meeting, was made remarkable in two ways. It was made a dead certainty for one horse and it resulted in a fatal accident. A fair start was effected, Libeller going off with a slight lead, but at the turn out of the straight Yatapa went to the front, with King Quail third. On passing the stand after the first round, Yatapa led, with Libeller second, Maid of Honor third, Vampire fourth, King Quail fifth, Ariel sixth, Foul Play seventh. Then the pace mended, and the horses began to tail along the line. Foul Play passed the others in rapid succession at the back of the course, the last to surrender being Yatapa. Here Libeller and King Quail came to grief, resulting in one of the most disastrous occurrences at any of the Auckland race meetings. From the best evidence it appears that Libeller fell with his rider Nolan, and King Quail with Carrington fell on top of them. Nolan was killed on the spot. Carrington is recovering. In the meantime the race went on, and the favorite won as he liked, with Maid of Honour second, Ariel third. Time—4min 16secs. — [797, 113, 948, 374]
ross-advice: ADVICE FREE. — [210, 206, 271, 215]
columns — [4, 28, 1110, 1624]
medical-heading: MEDICAL. — [57, 1203, 108, 1213]
wool-heading: WOOL AND PRODUCE. — [26, 1348, 139, 1358]
temuka-result-line: R. Lovery, scratch .. .. 1 — [487, 296, 576, 305]
letts: Lett's Commercial, Pocket and Scribbling Diaries for 1881, Australian Edition, in great variety. — [7, 1141, 158, 1168]
divider — [173, 986, 308, 987]
news-paragraph: Wellington has received a consignment of measles per Northumberland. The passengers have been isolated. — [323, 166, 474, 202]
newcastle-heading: BEST NEWCASTLE COAL. — [348, 47, 449, 56]
column-6 — [794, 28, 952, 1610]
maiden-text: Emerald .. .. .. 1. Scrip .. .. .. 2. Shillelagh .. .. .. 3. Won by half a length, after a good race. — [639, 397, 790, 424]
awarded: AWARDED FIRST PRIZE FOR WATCHES AND CLOCKS, NEW ZEALAND EXHIBITION, 1865. — [181, 566, 300, 593]
mail-friday-text: For the United Kingdom, Continent of Europe, America, West Indies, Africa, &c., via San Francisco, and the Sandwich Islands, as follows:— Money orders at 4 p.m. Registered letters at 5 p.m. Letters, book, and newspapers, at 10 p.m. Late fee letters bearing one additional rate per letter, may be posted at the Railway travelling Post Office mail van (Northern Express Train) till 5:30. The above mails will be due at San Francisco on Jan. 27, and in London on Feb. 15, 1881. — [7, 431, 158, 548]
mail-friday: Friday, Dec. 31. — [53, 422, 112, 431]
boots-title: BOOTS AND SHOES, — [39, 834, 126, 843]
hall-money: MONEY TO LEND and Mortgages arranged on Properties. — [176, 1264, 305, 1282]
boots-text: These goods having been all made up specially to their own order and imported direct from the manufacturers. — [7, 852, 158, 888]
temuka-result-line: R. Coote, F. Stevens, and J. Brosnahan also competed. — [481, 583, 632, 601]
albury-cup-text: Mr J. Mc Donald's b g Deceiver .. (Steele) 1. Mr Fraser's b g Dalesman, 8st .. (Hoskins) 2. Mr T. Burgess' b h Fangle-a-Ballagh, 8st 5lb .. (H. Burgess) 3. Time—6min 26sec. — [639, 86, 790, 131]
sweep-cup: WELLINGTON CUP — [200, 299, 281, 308]
kakanui-handicap-text: Play Boy .. .. .. 1. Adamant .. .. .. 2. Little John .. .. .. 3. The Novel Race was won by Scrip. — [639, 435, 790, 462]
divider — [331, 1082, 466, 1083]
maiden: MAIDEN PLATE. — [682, 388, 747, 397]
notice-text: ALL Letters or Correspondence intended for the Editorial Department of this paper, ought to be addressed to the Editor. Advertisements, orders for printing and Business matters relating to the office, together with cheques, &c, to be addressed to the Manager. It is particularly requested that no letters be directed, either to the Proprietor or any member of the staff of this office, privately if the communications are not of a private nature, as delays are sometimes occasioned by so doing. — [165, 866, 316, 983]
mail-holiday: Saturday, Jan 1 (New Year's Day) being a Post Office holiday, all Post Offices in the postal district of Timaru will be closed on that day. Local mails usually despatched on Saturdays, will be closed on Friday, the 31st inst. at 9 p.m. The Chief Post Office, Timaru, will be open to the public on Friday evening, from 8.30 to 9.30 p.m., for the delivery of papers from the delivery departments, also those usually delivered by the letter carriers. — [7, 579, 158, 687]
watkins-text2: She has appointed Mr R. F. Stewart as Manager. — [165, 1083, 316, 1101]
friendly-result-line: Three-legged Race, 100 yards. — [329, 1404, 444, 1413]
auckland-text2: Tim ran well, and his jockey helped him to win the race by half a length. There was little betting on the totalisator in the paddock, but on that outside £42 was totalled, dividing £4 4s 6d for the winners. — [639, 803, 790, 857]
ross-left: D. M. ROSS, Writer, Notary Public and Arbitrator — [165, 58, 239, 94]
wellington-dateline: WELLINGTON, Dec. 28. — [827, 1072, 918, 1081]
dateline: TUESDAY, DECEMBER 28, 1880. — [325, 142, 472, 150]
victoria2-heading: VICTORIA. — [845, 1313, 900, 1323]
temuka-result-line: E. Smith 12yds .. .. .. 2 — [487, 866, 572, 875]
nzloan-title: NEW ZEALAND LOAN & MERCANTILE AGENCY CO. (LIMITED.) — [25, 1360, 140, 1387]
nsw-heading: NEW SOUTH WALES. — [979, 127, 1083, 137]
ross-sims-title: ROSS, SIMS, AND CO. — [194, 103, 287, 112]
friendly-result-line: A. Smith, scratch .. .. 1 — [329, 1382, 415, 1391]
sa-text: A sale of old wheat, fifteen hundred bags, f.o.b., at Port Victoria, is reported at 4s 3½d. 4s 5½d is asked for new wheat, without any business. — [955, 78, 1107, 114]
civil-date: TUESDAY, Dec. 28. — [994, 1191, 1068, 1200]
col7-cont: that the Bench has no power to surrender them to the French authorities without a personal identification of each. — [955, 28, 1107, 64]
vic-heading: VICTORIA. — [1004, 348, 1058, 358]
free-handicap-text: Mr Farmer's Parawhenua, 4yrs, 7st .. 1. Mr Walters' Slander Billy, 2yrs, 6st 12lb .. .. 2. Mr Bates' Hilda, 3yrs, 6st 11lb .. 3. Time—1min 46sec. The totalisator in the paddock had £28 in, £11 on the winner, dividing £2 5s. — [639, 879, 790, 933]
news-paragraph: Holiday makers will find full particulars in our advertising columns of the train arrangements for New Year's Day. — [323, 951, 474, 987]
kakanui-heading: KAKANUI RACES. — [670, 320, 759, 330]
albury-heading: ALBURY SPORTS. — [513, 901, 600, 911]
waimate-heading: WAIMATE CALEDONIAN SPORTS. — [496, 991, 617, 1010]
trunks: Empty Trunks for Sale — [40, 928, 125, 937]
news-paragraph: The s.s. Ringarooma, freighted with excursionists, got her nose fast in the mud at Picton yesterday. — [323, 271, 474, 298]
divider — [489, 898, 624, 899]
hurdle-text: Mr Gallagher's Harry Mount, aged .. 1. Mr Butler's The Agent, aged .. 2. Loneland and Mignonette also ran. Lone Hand was backed at 4 to 1 even money was laid on Agent; 5 to 1 agst Harry Mount; and 10 to 1 against Mignonette. Lone Hand led to the first hurdle, Harry Mount was the first to clear the second hurdle, but he became disgraced at the back of the course. Mignonette having fallen at the third hurdle, was disposed of. Coming into the straight Lone Hand and Agent challenged Harry for lead. They appeared to rise together at the last hurdle, when, in a manner which to a great number was unaccountable, Harry fell back and Lone Hand won by a length, Agent four lengths behind. — [639, 964, 790, 1135]
temuka-result-line: R. Coote (4ft 8in) .. .. 1 — [487, 351, 574, 360]
vic-text: A Supply Bill for £795,000 has been passed. It is intended to place a temporary patch on the Soruts and take her out of dock. — [955, 360, 1107, 396]
expected-heading: EXPECTED ARRIVALS. — [29, 281, 136, 290]
divider — [647, 317, 782, 318]
temuka-result-line: Half Mile Handicap. — [487, 665, 563, 674]
friendly-result-line: J. Mulcahy (18ft) .. .. 1 — [329, 1146, 413, 1155]
friendly-result-line: S. Hughes and C. Rudson .. 1 — [329, 1415, 439, 1424]
maiden-race-text: Mr J. Lukey's b g Topthorn, 9st 2lb (B. Nicholls) 1. Mr T. Winter's blk m Kate Kelly (late Protest), 9st 1lb (Stock) 2. Mr J. McDonald's b m Midge, 9st 1lb .. (Gould) 3. Time—3 min. 5secs. — [481, 1454, 632, 1499]
mail-saturday-text: For Northern Ports of New Zealand, per Arawata at 6 a.m. — [7, 559, 158, 577]
temuka-result-line: J. McBratney .. .. .. 2 — [487, 528, 564, 537]
